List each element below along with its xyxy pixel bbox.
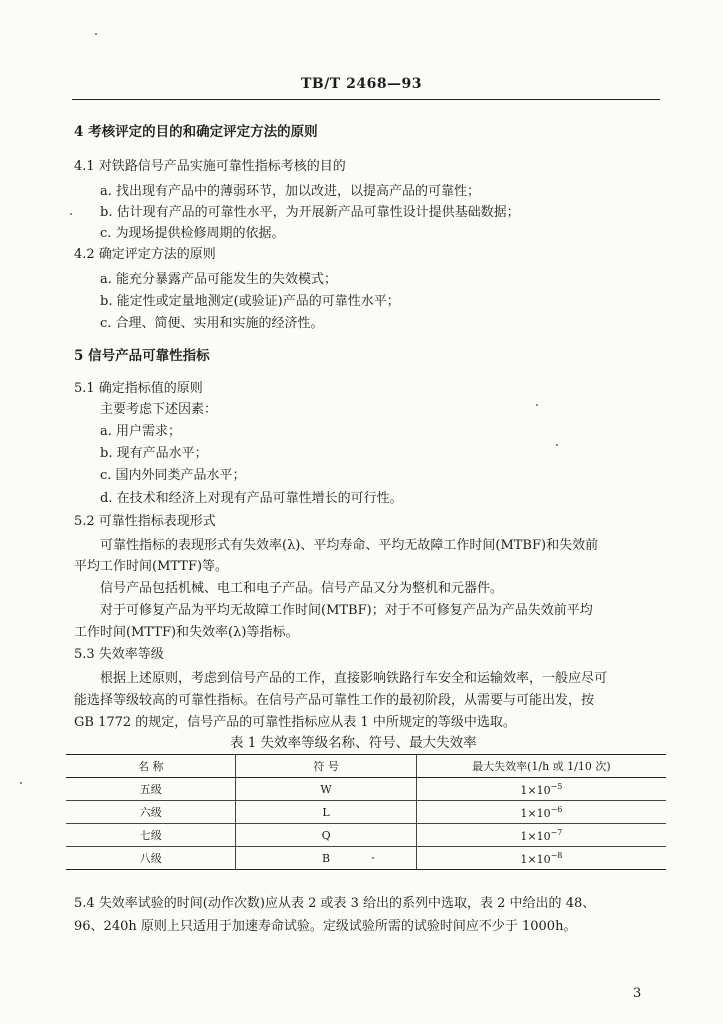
section-5-2-para1-line2: 平均工作时间(MTTF)等。 <box>74 559 229 574</box>
header-rule <box>72 99 660 100</box>
standard-number-header: TB/T 2468—93 <box>300 76 423 92</box>
section-5-2-heading: 5.2 可靠性指标表现形式 <box>74 514 216 529</box>
section-5-2-para3-line2: 工作时间(MTTF)和失效率(λ)等指标。 <box>74 625 299 640</box>
failure-rate-grade-table <box>66 754 666 870</box>
table-row <box>66 824 666 847</box>
grade-symbol: B <box>236 847 416 870</box>
max-failure-rate: $1\times 10^{-8}$ <box>416 847 666 870</box>
scan-speck <box>20 782 22 784</box>
section-5-3-para-line2: 能选择等级较高的可靠性指标。在信号产品可靠性工作的最初阶段，从需要与可能出发，按 <box>74 693 595 708</box>
section-4-title: 4 考核评定的目的和确定评定方法的原则 <box>74 124 318 140</box>
section-4-2-item-b: b. 能定性或定量地测定(或验证)产品的可靠性水平； <box>100 294 400 309</box>
table-row <box>66 801 666 824</box>
section-5-3-para-line1: 根据上述原则，考虑到信号产品的工作，直接影响铁路行车安全和运输效率，一般应尽可 <box>100 671 608 686</box>
grade-symbol: W <box>236 778 416 801</box>
table-row <box>66 778 666 801</box>
grade-name: 八级 <box>66 847 236 870</box>
section-5-3-heading: 5.3 失效率等级 <box>74 647 164 662</box>
section-5-1-item-c: c. 国内外同类产品水平； <box>100 468 246 483</box>
grade-name: 七级 <box>66 824 236 847</box>
section-4-2-item-a: a. 能充分暴露产品可能发生的失效模式； <box>100 272 338 287</box>
section-4-2-item-c: c. 合理、简便、实用和实施的经济性。 <box>100 316 324 331</box>
page-number: 3 <box>633 986 642 1001</box>
section-5-4-line2: 96、240h 原则上只适用于加速寿命试验。定级试验所需的试验时间应不少于 1000h。 <box>74 919 577 934</box>
scan-speck <box>536 404 538 406</box>
section-4-1-heading: 4.1 对铁路信号产品实施可靠性指标考核的目的 <box>74 159 346 174</box>
grade-symbol: L <box>236 801 416 824</box>
section-4-1-item-b: b. 估计现有产品的可靠性水平，为开展新产品可靠性设计提供基础数据； <box>100 205 520 220</box>
section-5-1-item-a: a. 用户需求； <box>100 424 182 439</box>
column-header-max-failure-rate: 最大失效率(1/h 或 1/10 次) <box>416 755 666 778</box>
section-5-2-para1-line1: 可靠性指标的表现形式有失效率(λ)、平均寿命、平均无故障工作时间(MTBF)和失效前 <box>100 538 599 553</box>
section-5-4-line1: 5.4 失效率试验的时间(动作次数)应从表 2 或表 3 给出的系列中选取，表 2 中给出的 48、 <box>74 896 596 911</box>
scan-speck <box>95 33 97 35</box>
scan-speck <box>372 857 374 859</box>
grade-symbol: Q <box>236 824 416 847</box>
scan-speck <box>70 213 72 215</box>
section-4-2-heading: 4.2 确定评定方法的原则 <box>74 247 216 262</box>
section-5-2-para3-line1: 对于可修复产品为平均无故障工作时间(MTBF)；对于不可修复产品为产品失效前平均 <box>100 603 593 618</box>
column-header-symbol: 符 号 <box>236 755 416 778</box>
section-4-1-item-a: a. 找出现有产品中的薄弱环节，加以改进，以提高产品的可靠性； <box>100 184 481 199</box>
scan-speck <box>556 444 558 446</box>
max-failure-rate: $1\times 10^{-5}$ <box>416 778 666 801</box>
max-failure-rate: $1\times 10^{-6}$ <box>416 801 666 824</box>
section-5-3-para-line3: GB 1772 的规定，信号产品的可靠性指标应从表 1 中所规定的等级中选取。 <box>74 715 516 730</box>
table-row <box>66 847 666 870</box>
table-header-row <box>66 755 666 778</box>
table-1-caption: 表 1 失效率等级名称、符号、最大失效率 <box>230 735 477 751</box>
section-5-title: 5 信号产品可靠性指标 <box>74 348 210 364</box>
section-5-1-item-d: d. 在技术和经济上对现有产品可靠性增长的可行性。 <box>100 491 403 506</box>
grade-name: 六级 <box>66 801 236 824</box>
section-5-2-para2: 信号产品包括机械、电工和电子产品。信号产品又分为整机和元器件。 <box>100 581 504 596</box>
grade-name: 五级 <box>66 778 236 801</box>
section-5-1-heading: 5.1 确定指标值的原则 <box>74 381 203 396</box>
section-5-1-item-b: b. 现有产品水平； <box>100 446 208 461</box>
max-failure-rate: $1\times 10^{-7}$ <box>416 824 666 847</box>
section-4-1-item-c: c. 为现场提供检修周期的依据。 <box>100 226 285 241</box>
column-header-name: 名 称 <box>66 755 236 778</box>
section-5-1-intro: 主要考虑下述因素： <box>100 402 218 417</box>
